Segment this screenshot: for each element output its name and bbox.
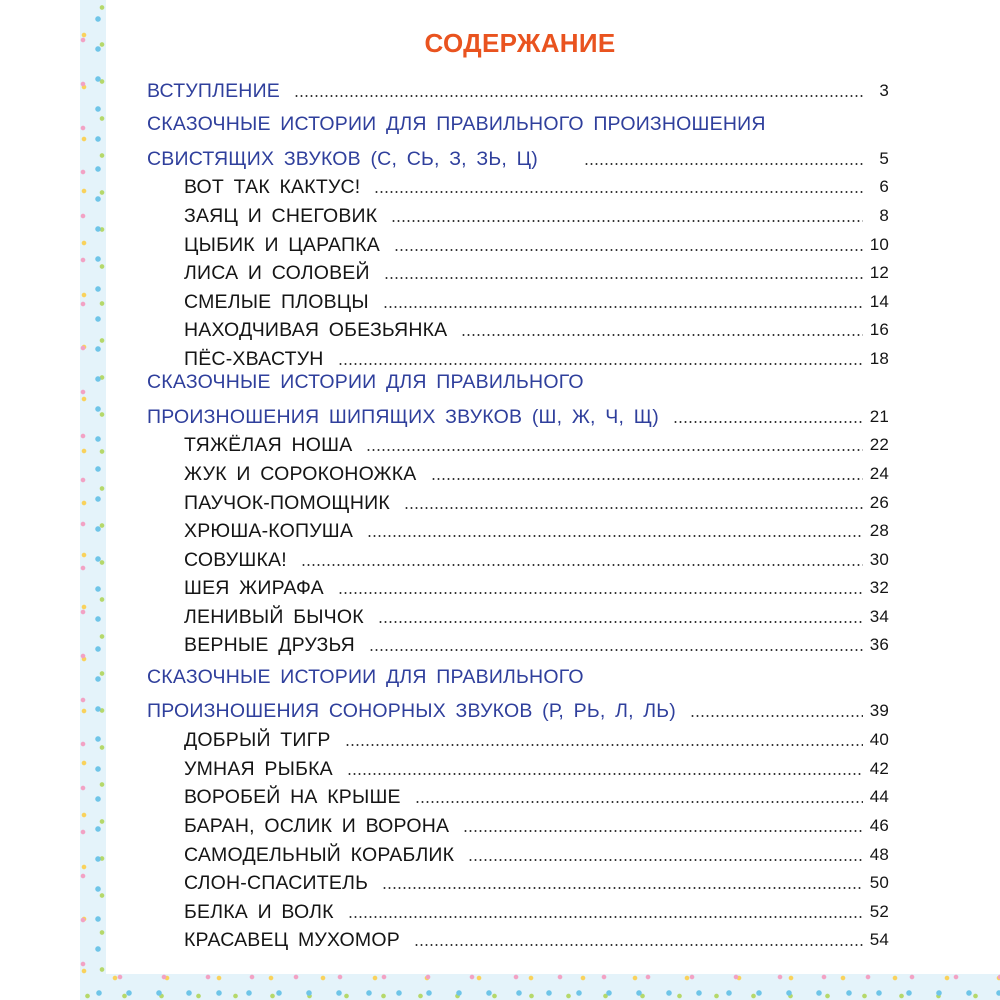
toc-page-number: 36	[869, 635, 889, 654]
toc-page-number: 40	[869, 730, 889, 749]
dot-leader	[338, 592, 863, 594]
toc-entry-text: СВИСТЯЩИХ ЗВУКОВ (С, СЬ, З, ЗЬ, Ц)	[147, 148, 538, 170]
toc-entry-text: ЦЫБИК И ЦАРАПКА	[184, 234, 381, 256]
toc-entry	[184, 426, 889, 456]
dot-leader	[348, 916, 863, 918]
toc-entry	[184, 455, 889, 485]
toc-entry	[184, 340, 889, 370]
toc-entry-text: ЛЕНИВЫЙ БЫЧОК	[184, 606, 364, 628]
page-title: СОДЕРЖАНИЕ	[424, 28, 616, 58]
toc-entry	[184, 836, 889, 866]
toc-entry-text: ПЁС-ХВАСТУН	[184, 348, 324, 370]
dot-leader	[369, 649, 863, 651]
toc-entry-text: ПАУЧОК-ПОМОЩНИК	[184, 492, 390, 514]
toc-entry	[184, 778, 889, 808]
toc-entry-text: СЛОН-СПАСИТЕЛЬ	[184, 872, 369, 894]
toc-page-number: 44	[869, 787, 889, 806]
toc-entry-text: ХРЮША-КОПУША	[184, 520, 354, 542]
dot-leader	[345, 744, 863, 746]
toc-page-number: 12	[869, 263, 889, 282]
toc-page-number: 46	[869, 816, 889, 835]
toc-entry-text: ПРОИЗНОШЕНИЯ ШИПЯЩИХ ЗВУКОВ (Ш, Ж, Ч, Щ)	[147, 406, 659, 428]
toc-entry	[184, 484, 889, 514]
toc-entry-text: КРАСАВЕЦ МУХОМОР	[184, 929, 400, 951]
toc-entry-text: ШЕЯ ЖИРАФА	[184, 577, 324, 599]
toc-page-number: 8	[879, 206, 889, 225]
toc-entry	[184, 254, 889, 284]
dot-leader	[394, 249, 863, 251]
toc-entry-intro	[147, 72, 889, 102]
dot-leader	[431, 478, 864, 480]
toc-section-entry	[147, 692, 889, 722]
dot-leader	[414, 944, 863, 946]
toc-entry-text: ВСТУПЛЕНИЕ	[147, 80, 281, 102]
toc-entry	[184, 598, 889, 628]
toc-page-number: 14	[869, 292, 889, 311]
toc-entry-text: ВОРОБЕЙ НА КРЫШЕ	[184, 786, 401, 808]
toc-page-number: 42	[869, 759, 889, 778]
toc-entry	[184, 893, 889, 923]
toc-page-number: 22	[869, 435, 889, 454]
dot-leader	[378, 621, 863, 623]
toc-page-number: 5	[879, 149, 889, 168]
dot-leader	[673, 421, 863, 423]
dot-leader	[461, 334, 863, 336]
dot-leader	[415, 801, 863, 803]
dot-leader	[347, 773, 863, 775]
dot-leader	[584, 163, 863, 165]
dot-leader	[338, 363, 863, 365]
dot-leader	[690, 715, 863, 717]
dot-leader	[374, 191, 863, 193]
toc-page-number: 48	[869, 845, 889, 864]
toc-entry	[184, 197, 889, 227]
toc-page-number: 32	[869, 578, 889, 597]
toc-entry-text: УМНАЯ РЫБКА	[184, 758, 333, 780]
toc-entry	[184, 283, 889, 313]
decorative-dotted-border-bottom	[80, 974, 1000, 1000]
dot-leader	[383, 306, 863, 308]
dot-leader	[391, 220, 863, 222]
dot-leader	[294, 95, 863, 97]
toc-page-number: 50	[869, 873, 889, 892]
toc-entry-text: ВОТ ТАК КАКТУС!	[184, 176, 361, 198]
toc-entry	[184, 512, 889, 542]
toc-entry	[184, 807, 889, 837]
toc-entry	[184, 168, 889, 198]
toc-entry-text: САМОДЕЛЬНЫЙ КОРАБЛИК	[184, 844, 455, 866]
toc-entry-text: ЛИСА И СОЛОВЕЙ	[184, 262, 370, 284]
toc-page-number: 26	[869, 493, 889, 512]
toc-page-number: 30	[869, 550, 889, 569]
toc-entry-text: ВЕРНЫЕ ДРУЗЬЯ	[184, 634, 355, 656]
section-heading-line: СКАЗОЧНЫЕ ИСТОРИИ ДЛЯ ПРАВИЛЬНОГО	[147, 371, 584, 393]
toc-entry-text: ДОБРЫЙ ТИГР	[184, 729, 331, 751]
dot-leader	[404, 507, 863, 509]
decorative-dotted-border-left	[80, 0, 106, 1000]
toc-entry-text: БАРАН, ОСЛИК И ВОРОНА	[184, 815, 450, 837]
toc-page-number: 18	[869, 349, 889, 368]
toc-page-number: 28	[869, 521, 889, 540]
toc-page-number: 54	[869, 930, 889, 949]
toc-section-entry	[147, 140, 889, 170]
toc-entry	[184, 721, 889, 751]
toc-entry-text: СОВУШКА!	[184, 549, 287, 571]
toc-entry	[184, 311, 889, 341]
dot-leader	[463, 830, 863, 832]
toc-entry	[184, 626, 889, 656]
toc-page-number: 34	[869, 607, 889, 626]
section-heading-line: СКАЗОЧНЫЕ ИСТОРИИ ДЛЯ ПРАВИЛЬНОГО	[147, 666, 584, 688]
toc-entry	[184, 541, 889, 571]
toc-entry	[184, 226, 889, 256]
dot-leader	[301, 564, 863, 566]
toc-entry-text: ПРОИЗНОШЕНИЯ СОНОРНЫХ ЗВУКОВ (Р, РЬ, Л, ЛЬ)	[147, 700, 676, 722]
dot-leader	[384, 277, 863, 279]
toc-page-number: 39	[869, 701, 889, 720]
toc-entry	[184, 921, 889, 951]
toc-page-number: 21	[869, 407, 889, 426]
toc-page-number: 24	[869, 464, 889, 483]
dot-leader	[366, 449, 863, 451]
toc-entry	[184, 750, 889, 780]
dot-leader	[367, 535, 863, 537]
toc-page-number: 16	[869, 320, 889, 339]
toc-entry-text: СМЕЛЫЕ ПЛОВЦЫ	[184, 291, 369, 313]
toc-entry-text: БЕЛКА И ВОЛК	[184, 901, 334, 923]
dot-leader	[382, 887, 863, 889]
toc-entry	[184, 864, 889, 894]
toc-page-number: 3	[879, 81, 889, 100]
toc-entry	[184, 569, 889, 599]
section-heading-line: СКАЗОЧНЫЕ ИСТОРИИ ДЛЯ ПРАВИЛЬНОГО ПРОИЗНОШЕНИЯ	[147, 113, 766, 135]
toc-page-number: 52	[869, 902, 889, 921]
toc-entry-text: ЗАЯЦ И СНЕГОВИК	[184, 205, 378, 227]
toc-entry-text: ЖУК И СОРОКОНОЖКА	[184, 463, 417, 485]
toc-entry-text: ТЯЖЁЛАЯ НОША	[184, 434, 353, 456]
toc-page-number: 6	[879, 177, 889, 196]
toc-entry-text: НАХОДЧИВАЯ ОБЕЗЬЯНКА	[184, 319, 448, 341]
toc-page-number: 10	[869, 235, 889, 254]
toc-section-entry	[147, 398, 889, 428]
dot-leader	[468, 859, 863, 861]
